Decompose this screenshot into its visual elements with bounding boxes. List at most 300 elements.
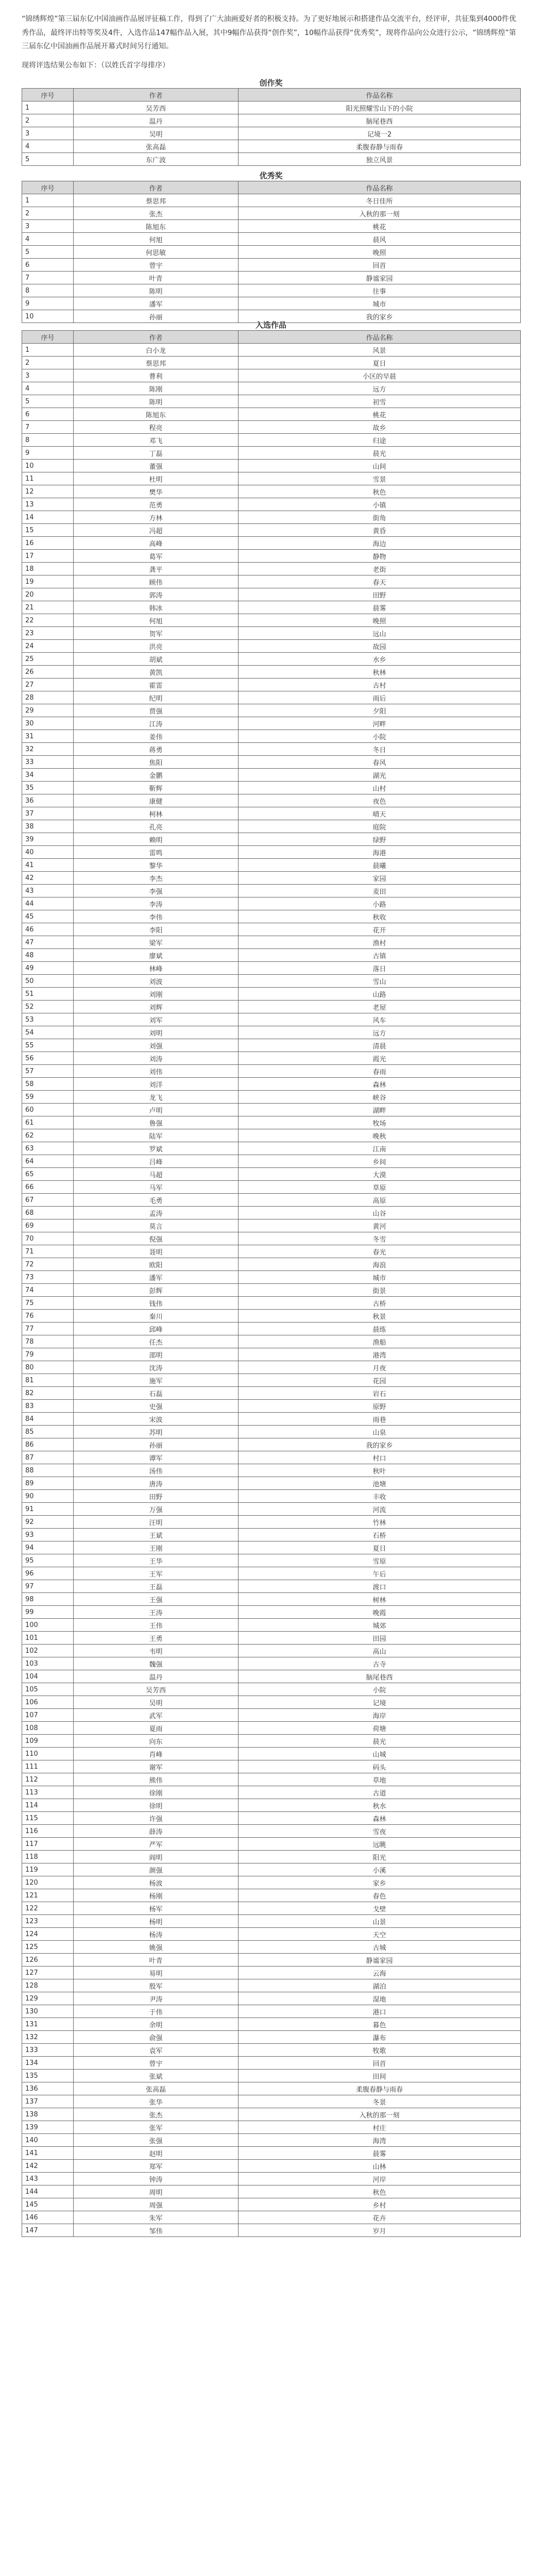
section-title: 入选作品 [255,320,286,330]
table-row [22,1709,521,1722]
row-number: 10 [22,310,74,323]
table-row [22,1104,521,1116]
work-title: 远山 [239,627,521,640]
row-number: 2 [22,207,74,220]
row-number: 13 [22,498,74,511]
work-title: 回首 [239,259,521,272]
table-row [22,2211,521,2224]
table-row [22,153,521,166]
table-row [22,1091,521,1104]
work-title: 雪夜 [239,1825,521,1838]
row-number: 124 [22,1928,74,1941]
work-title: 雪原 [239,1554,521,1567]
work-title: 山景 [239,1915,521,1928]
row-number: 34 [22,769,74,782]
work-title: 山林 [239,2160,521,2173]
author-name: 张杰 [74,207,239,220]
table-row [22,846,521,859]
work-title: 冬日佳所 [239,194,521,207]
author-name: 易明 [74,1967,239,1979]
work-title: 晚秋 [239,1129,521,1142]
row-number: 88 [22,1464,74,1477]
row-number: 97 [22,1580,74,1593]
table-row [22,679,521,691]
author-name: 贾强 [74,704,239,717]
work-title: 乡间 [239,1155,521,1168]
table-row [22,1207,521,1219]
author-name: 马军 [74,1181,239,1194]
work-title: 湿地 [239,1992,521,2005]
row-number: 1 [22,101,74,114]
row-number: 147 [22,2224,74,2237]
author-name: 杨刚 [74,1889,239,1902]
table-row [22,1116,521,1129]
author-name: 邹伟 [74,2224,239,2237]
row-number: 107 [22,1709,74,1722]
row-number: 84 [22,1413,74,1426]
work-title: 雪景 [239,472,521,485]
row-number: 54 [22,1026,74,1039]
author-name: 何思敏 [74,246,239,259]
author-name: 刘波 [74,975,239,988]
work-title: 春风 [239,756,521,769]
work-title: 原野 [239,1400,521,1413]
work-title: 入秋的那一刻 [239,2108,521,2121]
author-name: 张斌 [74,2070,239,2082]
row-number: 123 [22,1915,74,1928]
author-name: 蔡思邦 [74,194,239,207]
table-row [22,1619,521,1632]
row-number: 1 [22,194,74,207]
work-title: 古道 [239,1786,521,1799]
work-title: 河畔 [239,717,521,730]
row-number: 60 [22,1104,74,1116]
table-row [22,1387,521,1400]
table-row [22,1168,521,1181]
work-title: 山村 [239,782,521,794]
table-row [22,1670,521,1683]
row-number: 56 [22,1052,74,1065]
author-name: 欧阳 [74,1258,239,1271]
author-name: 方林 [74,511,239,524]
table-row [22,194,521,207]
row-number: 23 [22,627,74,640]
work-title: 夏日 [239,1541,521,1554]
table-row [22,1258,521,1271]
work-title: 小区的早晨 [239,369,521,382]
work-title: 月夜 [239,1361,521,1374]
work-title: 岁月 [239,2224,521,2237]
row-number: 134 [22,2057,74,2070]
author-name: 尹涛 [74,1992,239,2005]
work-title: 冬雪 [239,1232,521,1245]
work-title: 牧歌 [239,2044,521,2057]
table-row [22,1554,521,1567]
author-name: 吴芳西 [74,1683,239,1696]
row-number: 76 [22,1310,74,1323]
author-name: 任杰 [74,1335,239,1348]
work-title: 花开 [239,923,521,936]
row-number: 144 [22,2185,74,2198]
table-row [22,2044,521,2057]
row-number: 39 [22,833,74,846]
author-name: 魏强 [74,1657,239,1670]
intro-note: 现将评选结果公布如下：（以姓氏首字母排序） [22,61,169,70]
work-title: 晚照 [239,246,521,259]
intro-paragraph: “锦绣辉煌”第三届东亿中国油画作品展评征稿工作，得到了广大油画爱好者的积极支持。为了更好地展示和搭建作品交流平台，经评审，共征集到4000件优秀作品，最终评出特等奖及4件，入选作品147幅作品入展，其中9幅作品获得“创作奖”，10幅作品获得“优秀奖”，现将作品向公众进行公示，“锦绣辉煌”第三届东亿中国油画作品展开幕式时间另行通知。 [22,15,517,51]
work-title: 村口 [239,1451,521,1464]
work-title: 庭院 [239,820,521,833]
row-number: 110 [22,1748,74,1760]
table-row [22,820,521,833]
work-title: 柔腹春静与雨春 [239,140,521,153]
row-number: 12 [22,485,74,498]
work-title: 城市 [239,1271,521,1284]
work-title: 晴天 [239,807,521,820]
work-title: 秋叶 [239,1464,521,1477]
work-title: 海边 [239,537,521,550]
work-title: 水乡 [239,653,521,666]
author-name: 钱伟 [74,1297,239,1310]
table-row [22,988,521,1001]
author-name: 颜强 [74,1863,239,1876]
row-number: 8 [22,434,74,447]
table-row [22,691,521,704]
row-number: 111 [22,1760,74,1773]
table-row [22,872,521,885]
table-row [22,207,521,220]
table-row [22,910,521,923]
author-name: 唐涛 [74,1477,239,1490]
table-row [22,1464,521,1477]
table-row [22,1310,521,1323]
table-row [22,1001,521,1013]
row-number: 40 [22,846,74,859]
work-title: 记境一2 [239,127,521,140]
row-number: 89 [22,1477,74,1490]
author-name: 秦川 [74,1310,239,1323]
author-name: 高峰 [74,537,239,550]
work-title: 森林 [239,1812,521,1825]
author-name: 武军 [74,1709,239,1722]
author-name: 余明 [74,2018,239,2031]
work-title: 城市 [239,297,521,310]
row-number: 7 [22,272,74,284]
row-number: 81 [22,1374,74,1387]
table-row [22,233,521,246]
row-number: 139 [22,2121,74,2134]
author-name: 王涛 [74,1606,239,1619]
table-row [22,1735,521,1748]
author-name: 纪明 [74,691,239,704]
table-row [22,1503,521,1516]
row-number: 128 [22,1979,74,1992]
table-row [22,782,521,794]
table-row [22,1967,521,1979]
work-title: 家园 [239,872,521,885]
table-row [22,1541,521,1554]
table-row [22,2198,521,2211]
row-number: 7 [22,421,74,434]
table-row [22,550,521,563]
results-table [22,330,521,2237]
author-name: 许强 [74,1812,239,1825]
table-row [22,1181,521,1194]
row-number: 126 [22,1954,74,1967]
table-row [22,1812,521,1825]
table-row [22,1323,521,1335]
author-name: 汪明 [74,1516,239,1529]
row-number: 100 [22,1619,74,1632]
author-name: 汤伟 [74,1464,239,1477]
table-row [22,1979,521,1992]
author-name: 宋波 [74,1413,239,1426]
row-number: 31 [22,730,74,743]
author-name: 罗斌 [74,1142,239,1155]
author-name: 吴芳西 [74,101,239,114]
work-title: 老屋 [239,1001,521,1013]
table-row [22,246,521,259]
table-row [22,730,521,743]
author-name: 刘辉 [74,1001,239,1013]
table-row [22,460,521,472]
work-title: 山谷 [239,1207,521,1219]
row-number: 82 [22,1387,74,1400]
author-name: 刘强 [74,1039,239,1052]
work-title: 晚照 [239,614,521,627]
row-number: 1 [22,344,74,357]
author-name: 黄凯 [74,666,239,679]
author-name: 东广波 [74,153,239,166]
author-name: 何旭 [74,614,239,627]
table-row [22,1863,521,1876]
author-name: 王华 [74,1554,239,1567]
row-number: 8 [22,284,74,297]
table-row [22,2005,521,2018]
work-title: 夕阳 [239,704,521,717]
work-title: 荷塘 [239,1722,521,1735]
table-row [22,1426,521,1438]
author-name: 王伟 [74,1619,239,1632]
table-row [22,769,521,782]
work-title: 街角 [239,511,521,524]
table-row [22,1773,521,1786]
table-row [22,1760,521,1773]
author-name: 肖峰 [74,1748,239,1760]
row-number: 115 [22,1812,74,1825]
row-number: 94 [22,1541,74,1554]
author-name: 范勇 [74,498,239,511]
row-number: 95 [22,1554,74,1567]
work-title: 风景 [239,344,521,357]
row-number: 113 [22,1786,74,1799]
table-row [22,511,521,524]
table-row [22,127,521,140]
author-name: 潘军 [74,1271,239,1284]
author-name: 吴明 [74,127,239,140]
author-name: 刘伟 [74,1065,239,1078]
row-number: 83 [22,1400,74,1413]
author-name: 王强 [74,1593,239,1606]
row-number: 125 [22,1941,74,1954]
author-name: 刘涛 [74,1052,239,1065]
work-title: 渡口 [239,1580,521,1593]
row-number: 51 [22,988,74,1001]
row-number: 145 [22,2198,74,2211]
row-number: 57 [22,1065,74,1078]
table-row [22,1490,521,1503]
table-row [22,1142,521,1155]
work-title: 古寺 [239,1657,521,1670]
table-row [22,498,521,511]
table-header: 作品名称 [239,89,521,101]
work-title: 海岸 [239,1709,521,1722]
work-title: 柔腹春静与雨春 [239,2082,521,2095]
work-title: 瀑布 [239,2031,521,2044]
table-row [22,1683,521,1696]
author-name: 钟涛 [74,2173,239,2185]
table-row [22,1400,521,1413]
author-name: 李伟 [74,910,239,923]
work-title: 晨雾 [239,601,521,614]
table-row [22,369,521,382]
work-title: 古镇 [239,949,521,962]
table-row [22,1889,521,1902]
author-name: 孔亮 [74,820,239,833]
author-name: 金鹏 [74,769,239,782]
row-number: 5 [22,246,74,259]
work-title: 小路 [239,897,521,910]
author-name: 郭涛 [74,588,239,601]
table-row [22,1194,521,1207]
row-number: 27 [22,679,74,691]
author-name: 张高磊 [74,140,239,153]
work-title: 海浪 [239,1258,521,1271]
row-number: 109 [22,1735,74,1748]
author-name: 邱峰 [74,1323,239,1335]
table-row [22,975,521,988]
row-number: 106 [22,1696,74,1709]
author-name: 王磊 [74,1580,239,1593]
table-row [22,447,521,460]
table-row [22,272,521,284]
table-row [22,2095,521,2108]
row-number: 117 [22,1838,74,1851]
author-name: 潘军 [74,297,239,310]
author-name: 聂明 [74,1245,239,1258]
work-title: 夏日 [239,357,521,369]
table-row [22,1374,521,1387]
row-number: 80 [22,1361,74,1374]
row-number: 136 [22,2082,74,2095]
row-number: 90 [22,1490,74,1503]
author-name: 刘明 [74,1026,239,1039]
author-name: 陈明 [74,284,239,297]
work-title: 黄昏 [239,524,521,537]
work-title: 桃花 [239,408,521,421]
row-number: 59 [22,1091,74,1104]
table-row [22,101,521,114]
author-name: 彭辉 [74,1284,239,1297]
work-title: 雨后 [239,691,521,704]
row-number: 33 [22,756,74,769]
author-name: 俞强 [74,2031,239,2044]
work-title: 晨光 [239,1735,521,1748]
table-row [22,2173,521,2185]
table-row [22,1786,521,1799]
work-title: 绿野 [239,833,521,846]
author-name: 张杰 [74,2108,239,2121]
row-number: 66 [22,1181,74,1194]
row-number: 74 [22,1284,74,1297]
row-number: 77 [22,1323,74,1335]
author-name: 姜伟 [74,730,239,743]
work-title: 故园 [239,640,521,653]
table-row [22,2224,521,2237]
work-title: 雨巷 [239,1413,521,1426]
row-number: 47 [22,936,74,949]
row-number: 17 [22,550,74,563]
table-row [22,949,521,962]
table-row [22,1657,521,1670]
author-name: 毛勇 [74,1194,239,1207]
selected-works [22,319,520,2237]
row-number: 79 [22,1348,74,1361]
work-title: 阳光 [239,1851,521,1863]
row-number: 2 [22,114,74,127]
work-title: 静物 [239,550,521,563]
row-number: 93 [22,1529,74,1541]
table-row [22,1954,521,1967]
row-number: 10 [22,460,74,472]
work-title: 晨曦 [239,859,521,872]
table-row [22,2070,521,2082]
work-title: 码头 [239,1760,521,1773]
work-title: 古城 [239,1941,521,1954]
row-number: 16 [22,537,74,550]
row-number: 105 [22,1683,74,1696]
work-title: 归途 [239,434,521,447]
author-name: 曾宇 [74,2057,239,2070]
work-title: 独立风景 [239,153,521,166]
row-number: 18 [22,563,74,575]
table-row [22,537,521,550]
work-title: 峡谷 [239,1091,521,1104]
work-title: 记境 [239,1696,521,1709]
author-name: 胡斌 [74,653,239,666]
work-title: 黄河 [239,1219,521,1232]
row-number: 43 [22,885,74,897]
table-row [22,627,521,640]
row-number: 92 [22,1516,74,1529]
work-title: 静谧家园 [239,272,521,284]
work-title: 秋色 [239,485,521,498]
work-title: 港湾 [239,1348,521,1361]
author-name: 何旭 [74,233,239,246]
row-number: 45 [22,910,74,923]
work-title: 树林 [239,1593,521,1606]
table-row [22,2134,521,2147]
author-name: 施军 [74,1374,239,1387]
results-table [22,181,521,323]
author-name: 霍雷 [74,679,239,691]
author-name: 陈旭东 [74,408,239,421]
work-title: 晨风 [239,233,521,246]
author-name: 徐刚 [74,1786,239,1799]
author-name: 田野 [74,1490,239,1503]
work-title: 城郊 [239,1619,521,1632]
table-row [22,833,521,846]
